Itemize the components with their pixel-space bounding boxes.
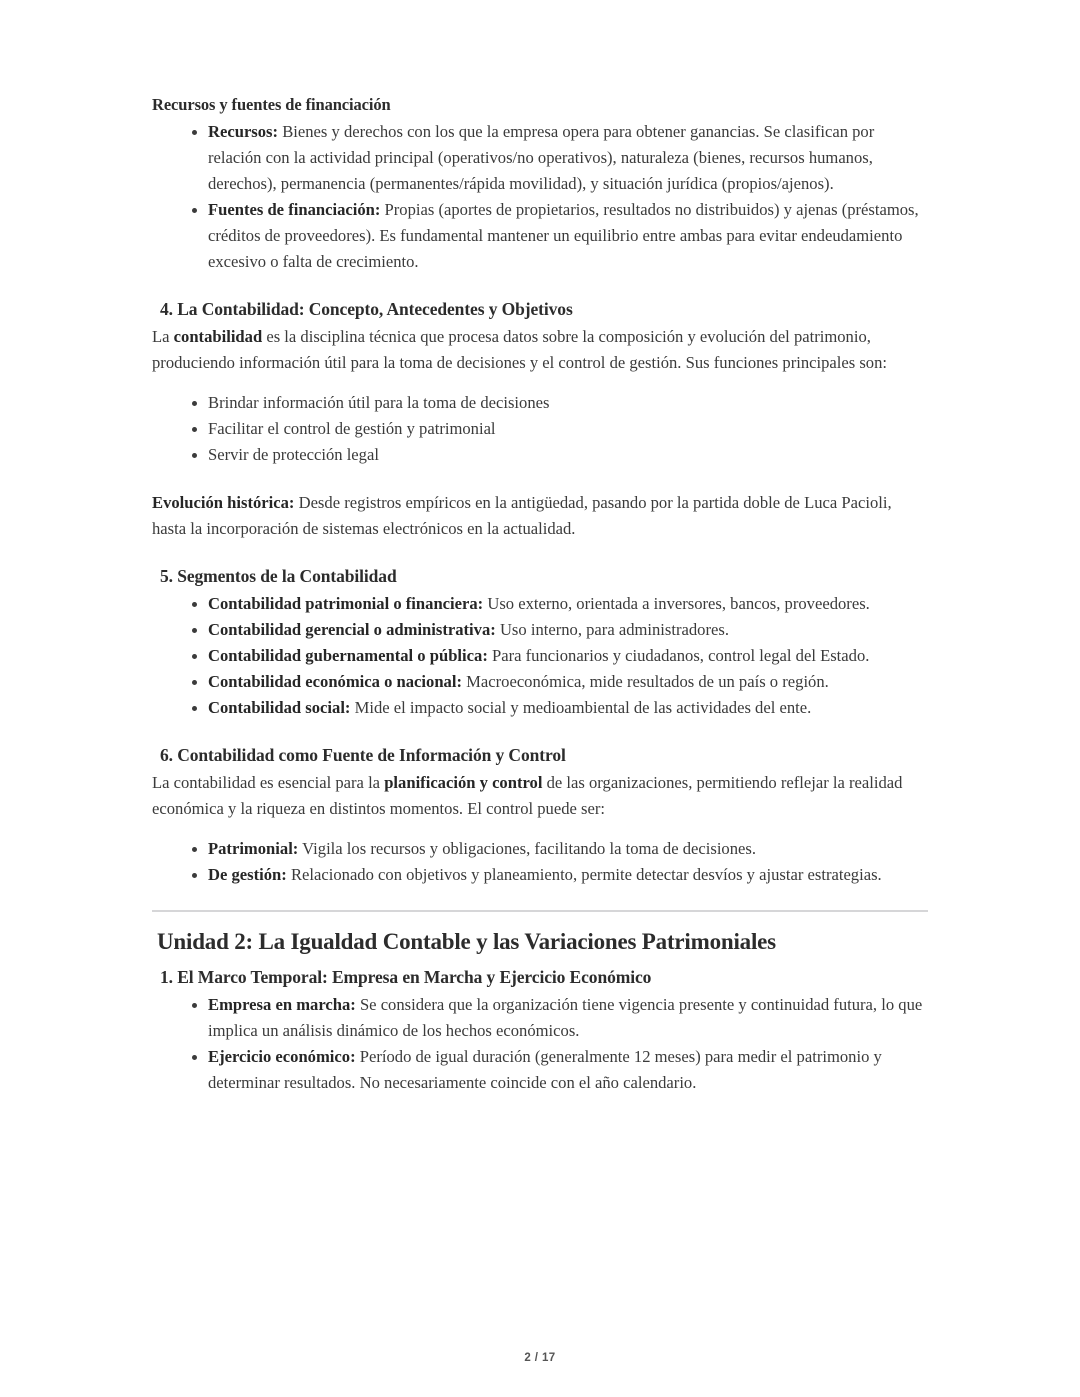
list-item xyxy=(152,695,928,721)
spacer xyxy=(152,888,928,910)
list-item-text: Se considera que la organización tiene vigencia presente y continuidad futura, lo que implica un análisis dinámico de los hechos económicos. xyxy=(208,995,923,1041)
spacer xyxy=(152,822,928,836)
list-item xyxy=(152,617,928,643)
list-funciones-contabilidad xyxy=(152,390,928,468)
list-item-text: Para funcionarios y ciudadanos, control legal del Estado. xyxy=(487,646,870,666)
heading-1-marco-temporal: 1. El Marco Temporal: Empresa en Marcha y Ejercicio Económico xyxy=(160,967,652,988)
page-number-footer: 2 / 17 xyxy=(524,1352,556,1364)
spacer xyxy=(152,542,928,564)
list-item-text: Uso externo, orientada a inversores, bancos, proveedores. xyxy=(483,594,870,614)
list-recursos-fuentes xyxy=(152,119,928,275)
spacer xyxy=(152,912,928,926)
paragraph-contabilidad-definicion xyxy=(152,324,928,376)
spacer xyxy=(152,468,928,490)
paragraph-emphasis: contabilidad xyxy=(173,326,263,346)
heading-unidad-2: Unidad 2: La Igualdad Contable y las Variaciones Patrimoniales xyxy=(157,929,776,955)
list-item-text: Período de igual duración (generalmente 12 meses) para medir el patrimonio y determinar resultados. No necesariamente coincide con el año calendario. xyxy=(208,1047,882,1093)
heading-5-segmentos-contabilidad: 5. Segmentos de la Contabilidad xyxy=(160,565,397,586)
list-item-term: Recursos: xyxy=(208,121,279,141)
list-tipos-control xyxy=(152,836,928,888)
paragraph-rest: de las organizaciones, permitiendo reflejar la realidad económica y la riqueza en distintos momentos. El control puede ser: xyxy=(152,773,903,819)
list-item xyxy=(152,992,928,1044)
list-item xyxy=(152,1044,928,1096)
list-item-text: Bienes y derechos con los que la empresa opera para obtener ganancias. Se clasifican por relación con la actividad principal (operativos/no operativos), naturaleza (bienes, recursos humanos, derechos), permanencia (permanentes/rápida movilidad), y situación jurídica (propios/ajenos). xyxy=(208,121,875,193)
list-marco-temporal xyxy=(152,992,928,1096)
list-item-term: Contabilidad gubernamental o pública: xyxy=(208,646,488,666)
list-segmentos-contabilidad xyxy=(152,591,928,721)
list-item-term: Fuentes de financiación: xyxy=(208,199,381,219)
list-item-text: Uso interno, para administradores. xyxy=(495,620,729,640)
list-item-term: Contabilidad social: xyxy=(208,698,351,718)
paragraph-text: Desde registros empíricos en la antigüedad, pasando por la partida doble de Luca Pacioli, hasta la incorporación de sistemas electrónicos en la actualidad. xyxy=(152,492,892,538)
list-item-term: Ejercicio económico: xyxy=(208,1047,356,1067)
paragraph-planificacion-control xyxy=(152,770,928,822)
paragraph-rest: es la disciplina técnica que procesa datos sobre la composición y evolución del patrimonio, produciendo información útil para la toma de decisiones y el control de gestión. Sus funciones principales son: xyxy=(152,326,888,372)
list-item-term: De gestión: xyxy=(208,865,287,885)
list-item: Servir de protección legal xyxy=(152,442,928,468)
list-item-term: Contabilidad patrimonial o financiera: xyxy=(208,594,484,614)
list-item xyxy=(152,119,928,197)
page-content xyxy=(152,94,928,1096)
paragraph-lead: La contabilidad es esencial para la xyxy=(152,773,385,793)
list-item xyxy=(152,669,928,695)
list-item-term: Contabilidad gerencial o administrativa: xyxy=(208,620,496,640)
list-item xyxy=(152,643,928,669)
list-item-term: Contabilidad económica o nacional: xyxy=(208,672,462,692)
list-item-text: Relacionado con objetivos y planeamiento, permite detectar desvíos y ajustar estrategias. xyxy=(286,865,882,885)
list-item xyxy=(152,591,928,617)
list-item xyxy=(152,836,928,862)
paragraph-emphasis: planificación y control xyxy=(384,773,543,793)
spacer xyxy=(152,275,928,297)
spacer xyxy=(152,376,928,390)
list-item-text: Mide el impacto social y medioambiental de las actividades del ente. xyxy=(350,698,812,718)
list-item xyxy=(152,197,928,275)
paragraph-lead: La xyxy=(152,326,174,346)
list-item-term: Empresa en marcha: xyxy=(208,995,356,1015)
list-item-text: Propias (aportes de propietarios, resultados no distribuidos) y ajenas (préstamos, créditos de proveedores). Es fundamental mantener un equilibrio entre ambas para evitar endeudamiento excesivo o falta de crecimiento. xyxy=(208,199,919,271)
spacer xyxy=(152,721,928,743)
paragraph-evolucion-historica xyxy=(152,490,928,542)
heading-4-la-contabilidad: 4. La Contabilidad: Concepto, Antecedentes y Objetivos xyxy=(160,298,573,319)
heading-recursos-fuentes: Recursos y fuentes de financiación xyxy=(152,95,391,114)
list-item-text: Macroeconómica, mide resultados de un país o región. xyxy=(462,672,829,692)
list-item-text: Vigila los recursos y obligaciones, facilitando la toma de decisiones. xyxy=(298,839,757,859)
paragraph-term: Evolución histórica: xyxy=(152,492,295,512)
list-item: Facilitar el control de gestión y patrimonial xyxy=(152,416,928,442)
heading-6-fuente-informacion-control: 6. Contabilidad como Fuente de Información y Control xyxy=(160,745,566,766)
list-item xyxy=(152,862,928,888)
list-item: Brindar información útil para la toma de decisiones xyxy=(152,390,928,416)
list-item-term: Patrimonial: xyxy=(208,839,299,859)
